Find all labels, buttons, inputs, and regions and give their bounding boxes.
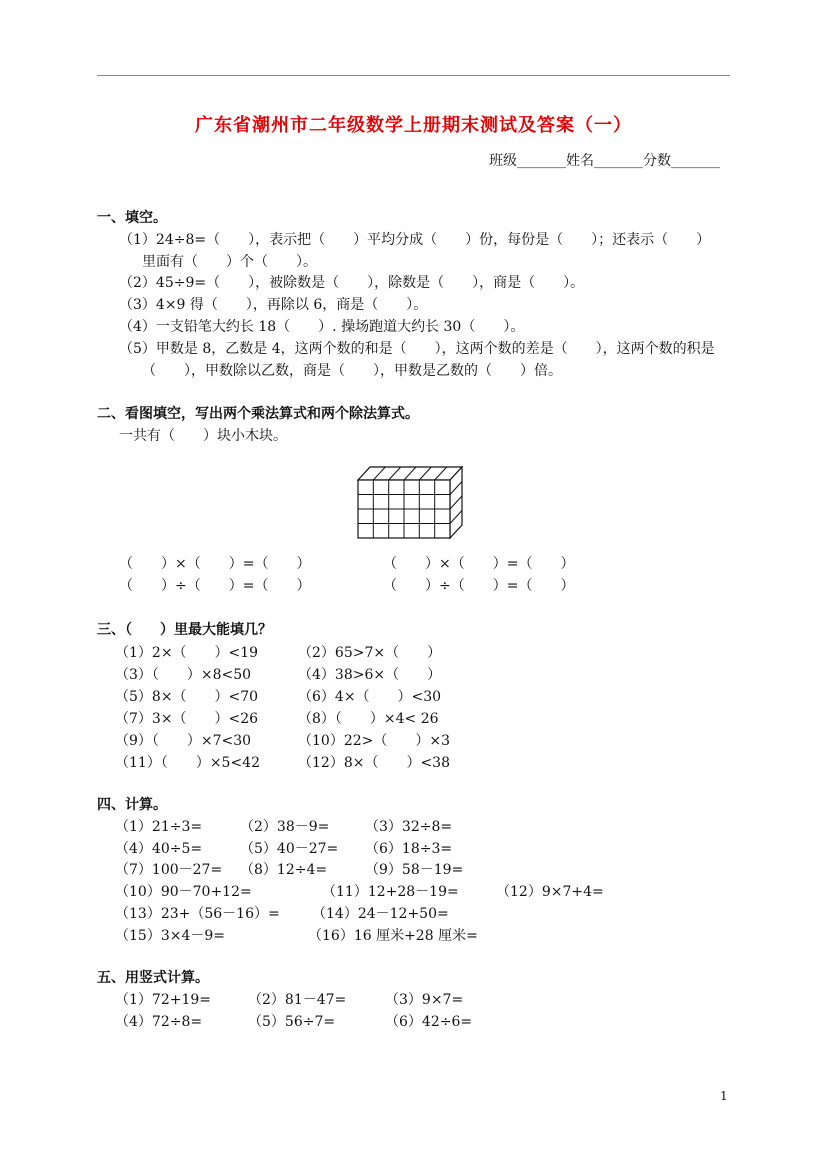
- calc-item-2: （2）38－9=: [240, 819, 330, 835]
- formula-multiply-2: （ ）×（ ）=（ ）: [383, 556, 575, 572]
- calc-item-12: （12）9×7+4=: [496, 884, 604, 900]
- max-fill-item-4: （4）38>6×（ ）: [298, 667, 442, 683]
- max-fill-item-11: （11）（ ）×5<42: [115, 755, 260, 771]
- page-title: 广东省潮州市二年级数学上册期末测试及答案（一）: [195, 115, 632, 136]
- max-fill-item-8: （8）（ ）×4< 26: [298, 711, 439, 727]
- calc-item-16: （16）16 厘米+28 厘米=: [308, 928, 478, 944]
- max-fill-item-5: （5）8×（ ）<70: [115, 689, 259, 705]
- vertical-calc-item-4: （4）72÷8=: [115, 1014, 203, 1030]
- formula-divide-2: （ ）÷（ ）=（ ）: [383, 578, 575, 594]
- calc-item-1: （1）21÷3=: [115, 819, 203, 835]
- blocks-count-question: 一共有（ ）块小木块。: [119, 428, 287, 444]
- vertical-calc-item-5: （5）56÷7=: [248, 1014, 336, 1030]
- vertical-calc-item-3: （3）9×7=: [385, 992, 464, 1008]
- calc-item-15: （15）3×4－9=: [115, 928, 225, 944]
- section-4-heading: 四、计算。: [97, 797, 167, 813]
- section-1-heading: 一、填空。: [97, 210, 167, 226]
- calc-item-14: （14）24－12+50=: [312, 906, 449, 922]
- section-3-heading: 三、（ ）里最大能填几？: [97, 622, 272, 638]
- calc-item-4: （4）40÷5=: [115, 841, 203, 857]
- q1-line-2: 里面有（ ）个（ ）。: [142, 254, 317, 270]
- calc-item-11: （11）12+28－19=: [322, 884, 459, 900]
- q1-line-3: （2）45÷9=（ ），被除数是（ ），除数是（ ），商是（ ）。: [119, 275, 585, 291]
- calc-item-9: （9）58－19=: [365, 862, 464, 878]
- section-5-heading: 五、用竖式计算。: [97, 970, 209, 986]
- vertical-calc-item-2: （2）81－47=: [248, 992, 347, 1008]
- calc-item-7: （7）100－27=: [115, 862, 223, 878]
- calc-item-8: （8）12÷4=: [240, 862, 328, 878]
- max-fill-item-9: （9）（ ）×7<30: [115, 733, 252, 749]
- max-fill-item-2: （2）65>7×（ ）: [298, 645, 442, 661]
- max-fill-item-10: （10）22>（ ）×3: [298, 733, 450, 749]
- q1-line-7: （ ），甲数除以乙数，商是（ ），甲数是乙数的（ ）倍。: [142, 363, 562, 379]
- formula-divide-1: （ ）÷（ ）=（ ）: [119, 578, 311, 594]
- wooden-blocks-figure: [357, 466, 465, 540]
- vertical-calc-item-6: （6）42÷6=: [385, 1014, 473, 1030]
- max-fill-item-3: （3）（ ）×8<50: [115, 667, 252, 683]
- student-info-line: 班级_______姓名_______分数_______: [489, 153, 720, 169]
- max-fill-item-12: （12）8×（ ）<38: [298, 755, 450, 771]
- header-rule: [97, 75, 730, 76]
- section-2-heading: 二、看图填空，写出两个乘法算式和两个除法算式。: [97, 406, 419, 422]
- vertical-calc-item-1: （1）72+19=: [115, 992, 211, 1008]
- max-fill-item-7: （7）3×（ ）<26: [115, 711, 259, 727]
- q1-line-5: （4）一支铅笔大约长 18（ ）. 操场跑道大约长 30（ ）。: [119, 319, 525, 335]
- q1-line-4: （3）4×9 得（ ），再除以 6，商是（ ）。: [119, 297, 428, 313]
- q1-line-1: （1）24÷8=（ ），表示把（ ）平均分成（ ）份，每份是（ ）；还表示（ ）: [119, 232, 711, 248]
- q1-line-6: （5）甲数是 8，乙数是 4，这两个数的和是（ ），这两个数的差是（ ），这两个数的积是: [119, 341, 715, 357]
- calc-item-10: （10）90－70+12=: [115, 884, 252, 900]
- formula-multiply-1: （ ）×（ ）=（ ）: [119, 556, 311, 572]
- max-fill-item-1: （1）2×（ ）<19: [115, 645, 259, 661]
- page-number: 1: [720, 1089, 728, 1103]
- max-fill-item-6: （6）4×（ ）<30: [298, 689, 442, 705]
- calc-item-6: （6）18÷3=: [365, 841, 453, 857]
- calc-item-5: （5）40－27=: [240, 841, 339, 857]
- calc-item-13: （13）23+（56－16）=: [115, 906, 280, 922]
- calc-item-3: （3）32÷8=: [365, 819, 453, 835]
